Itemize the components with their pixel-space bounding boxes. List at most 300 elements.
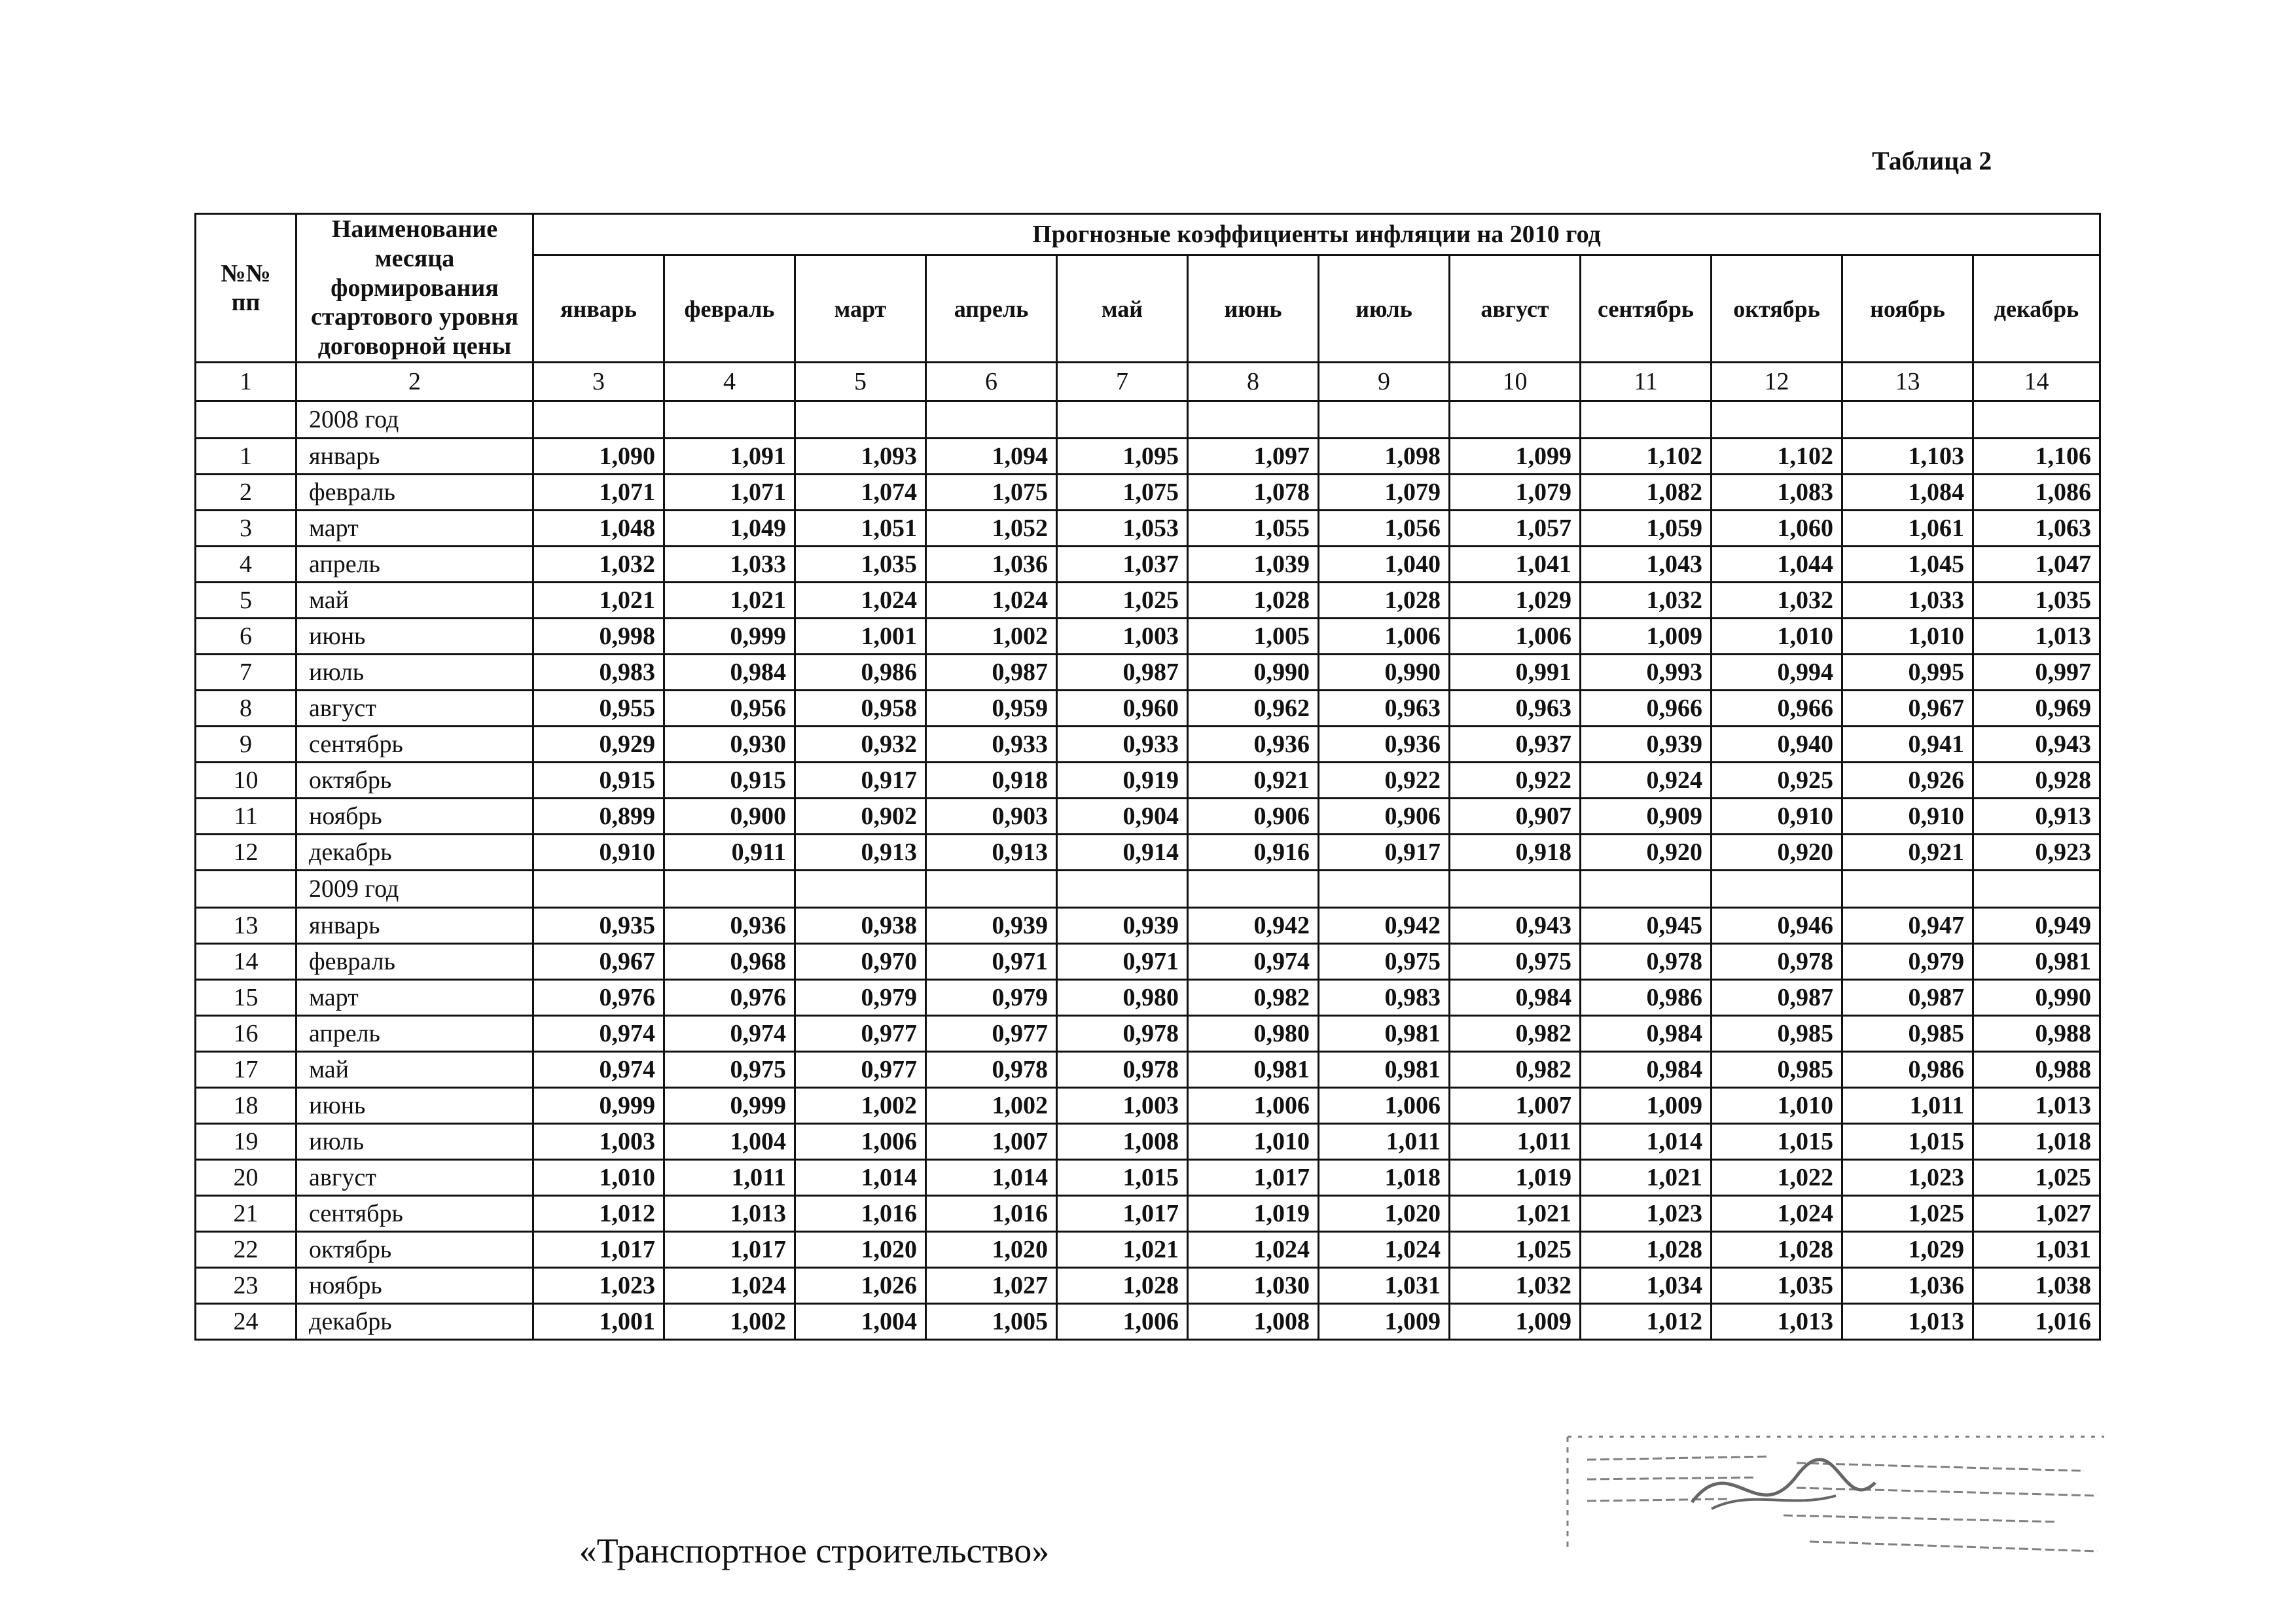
inflation-coefficients-table <box>194 213 2101 1341</box>
coefficient-cell: 1,017 <box>1188 1160 1319 1196</box>
coefficient-cell: 1,011 <box>1319 1124 1450 1160</box>
coefficient-cell: 1,028 <box>1712 1232 1842 1268</box>
month-header: январь <box>533 255 664 363</box>
coefficient-cell: 0,974 <box>533 1016 664 1052</box>
coefficient-cell: 1,006 <box>795 1124 926 1160</box>
coefficient-cell: 0,947 <box>1842 908 1973 944</box>
row-number: 20 <box>196 1160 296 1196</box>
coefficient-cell: 1,003 <box>1057 619 1188 655</box>
coefficient-cell: 0,984 <box>664 655 795 691</box>
coefficient-cell: 0,958 <box>795 691 926 727</box>
coefficient-cell: 1,024 <box>1319 1232 1450 1268</box>
month-header: декабрь <box>1973 255 2100 363</box>
coefficient-cell: 0,918 <box>1450 835 1581 871</box>
row-number: 5 <box>196 583 296 619</box>
coefficient-cell: 0,943 <box>1973 727 2100 763</box>
coefficient-cell: 0,977 <box>795 1052 926 1088</box>
row-month-name: май <box>296 583 533 619</box>
coefficient-cell: 1,093 <box>795 439 926 475</box>
coefficient-cell: 1,010 <box>1712 619 1842 655</box>
table-label: Таблица 2 <box>1872 146 1992 175</box>
coefficient-cell: 1,028 <box>1057 1268 1188 1304</box>
header-row-numbering <box>196 363 2100 401</box>
coefficient-cell: 1,006 <box>1319 1088 1450 1124</box>
coefficient-cell: 0,909 <box>1581 799 1712 835</box>
coefficient-cell: 1,094 <box>926 439 1057 475</box>
row-number: 6 <box>196 619 296 655</box>
coefficient-cell: 1,037 <box>1057 547 1188 583</box>
coefficient-cell: 1,024 <box>1712 1196 1842 1232</box>
coefficient-cell: 0,999 <box>664 619 795 655</box>
coefficient-cell: 0,928 <box>1973 763 2100 799</box>
coefficient-cell: 1,025 <box>1973 1160 2100 1196</box>
row-number: 8 <box>196 691 296 727</box>
section-empty-cell <box>1973 871 2100 908</box>
section-empty-cell <box>533 401 664 439</box>
table-row <box>196 1124 2100 1160</box>
row-number: 10 <box>196 763 296 799</box>
coefficient-cell: 1,025 <box>1842 1196 1973 1232</box>
coefficient-cell: 0,984 <box>1450 980 1581 1016</box>
table-row <box>196 583 2100 619</box>
coefficient-cell: 1,003 <box>1057 1088 1188 1124</box>
table-row <box>196 619 2100 655</box>
column-number-cell: 13 <box>1842 363 1973 401</box>
coefficient-cell: 0,913 <box>795 835 926 871</box>
column-number-cell: 1 <box>196 363 296 401</box>
coefficient-cell: 1,011 <box>1842 1088 1973 1124</box>
coefficient-cell: 0,907 <box>1450 799 1581 835</box>
coefficient-cell: 1,027 <box>926 1268 1057 1304</box>
coefficient-cell: 1,018 <box>1319 1160 1450 1196</box>
coefficient-cell: 0,978 <box>1712 944 1842 980</box>
coefficient-cell: 1,032 <box>1581 583 1712 619</box>
coefficient-cell: 1,028 <box>1188 583 1319 619</box>
coefficient-cell: 0,998 <box>533 619 664 655</box>
coefficient-cell: 1,013 <box>1712 1304 1842 1340</box>
month-header: март <box>795 255 926 363</box>
row-month-name: февраль <box>296 944 533 980</box>
column-number-cell: 12 <box>1712 363 1842 401</box>
section-empty-cell <box>926 401 1057 439</box>
coefficient-cell: 0,945 <box>1581 908 1712 944</box>
coefficient-cell: 1,086 <box>1973 475 2100 511</box>
coefficient-cell: 1,005 <box>1188 619 1319 655</box>
section-empty-cell <box>1973 401 2100 439</box>
row-month-name: апрель <box>296 1016 533 1052</box>
coefficient-cell: 0,977 <box>926 1016 1057 1052</box>
coefficient-cell: 0,903 <box>926 799 1057 835</box>
coefficient-cell: 1,049 <box>664 511 795 547</box>
coefficient-cell: 0,960 <box>1057 691 1188 727</box>
coefficient-cell: 0,910 <box>1842 799 1973 835</box>
coefficient-cell: 1,016 <box>795 1196 926 1232</box>
coefficient-cell: 0,979 <box>1842 944 1973 980</box>
coefficient-cell: 1,028 <box>1581 1232 1712 1268</box>
coefficient-cell: 0,990 <box>1973 980 2100 1016</box>
coefficient-cell: 0,939 <box>926 908 1057 944</box>
section-empty-cell <box>1712 401 1842 439</box>
column-number-cell: 5 <box>795 363 926 401</box>
coefficient-cell: 0,917 <box>795 763 926 799</box>
coefficient-cell: 1,002 <box>926 619 1057 655</box>
coefficient-cell: 1,001 <box>533 1304 664 1340</box>
coefficient-cell: 0,981 <box>1319 1016 1450 1052</box>
row-number: 7 <box>196 655 296 691</box>
coefficient-cell: 0,976 <box>533 980 664 1016</box>
coefficient-cell: 0,943 <box>1450 908 1581 944</box>
coefficient-cell: 0,983 <box>1319 980 1450 1016</box>
coefficient-cell: 0,926 <box>1842 763 1973 799</box>
footer-text: «Транспортное строительство» <box>579 1531 1050 1570</box>
coefficient-cell: 0,986 <box>1842 1052 1973 1088</box>
coefficient-cell: 0,922 <box>1450 763 1581 799</box>
coefficient-cell: 1,102 <box>1712 439 1842 475</box>
coefficient-cell: 0,940 <box>1712 727 1842 763</box>
coefficient-cell: 0,974 <box>664 1016 795 1052</box>
coefficient-cell: 0,959 <box>926 691 1057 727</box>
coefficient-cell: 0,915 <box>664 763 795 799</box>
row-month-name: апрель <box>296 547 533 583</box>
coefficient-cell: 1,043 <box>1581 547 1712 583</box>
coefficient-cell: 0,993 <box>1581 655 1712 691</box>
table-row <box>196 1196 2100 1232</box>
row-number: 14 <box>196 944 296 980</box>
coefficient-cell: 1,095 <box>1057 439 1188 475</box>
coefficient-cell: 0,955 <box>533 691 664 727</box>
coefficient-cell: 1,002 <box>795 1088 926 1124</box>
coefficient-cell: 1,020 <box>795 1232 926 1268</box>
coefficient-cell: 0,974 <box>1188 944 1319 980</box>
coefficient-cell: 1,028 <box>1319 583 1450 619</box>
coefficient-cell: 1,084 <box>1842 475 1973 511</box>
coefficient-cell: 0,978 <box>1057 1052 1188 1088</box>
coefficient-cell: 0,981 <box>1188 1052 1319 1088</box>
row-number: 15 <box>196 980 296 1016</box>
coefficient-cell: 0,941 <box>1842 727 1973 763</box>
coefficient-cell: 1,029 <box>1842 1232 1973 1268</box>
coefficient-cell: 1,013 <box>1973 1088 2100 1124</box>
coefficient-cell: 1,006 <box>1450 619 1581 655</box>
coefficient-cell: 0,967 <box>533 944 664 980</box>
coefficient-cell: 1,038 <box>1973 1268 2100 1304</box>
coefficient-cell: 0,939 <box>1057 908 1188 944</box>
table-row <box>196 944 2100 980</box>
coefficient-cell: 0,913 <box>1973 799 2100 835</box>
row-month-name: март <box>296 511 533 547</box>
coefficient-cell: 1,021 <box>1581 1160 1712 1196</box>
coefficient-cell: 1,025 <box>1057 583 1188 619</box>
coefficient-cell: 0,988 <box>1973 1052 2100 1088</box>
coefficient-cell: 1,014 <box>1581 1124 1712 1160</box>
coefficient-cell: 1,023 <box>1581 1196 1712 1232</box>
coefficient-cell: 1,045 <box>1842 547 1973 583</box>
section-empty-cell <box>1581 401 1712 439</box>
row-number: 13 <box>196 908 296 944</box>
coefficient-cell: 1,011 <box>1450 1124 1581 1160</box>
row-number: 4 <box>196 547 296 583</box>
coefficient-cell: 0,915 <box>533 763 664 799</box>
coefficient-cell: 1,033 <box>1842 583 1973 619</box>
section-empty-cell <box>1842 871 1973 908</box>
coefficient-cell: 0,976 <box>664 980 795 1016</box>
coefficient-cell: 1,044 <box>1712 547 1842 583</box>
table-row <box>196 1160 2100 1196</box>
column-number-cell: 4 <box>664 363 795 401</box>
table-row <box>196 835 2100 871</box>
header-row-group <box>196 214 2100 255</box>
column-number-cell: 6 <box>926 363 1057 401</box>
row-month-name: март <box>296 980 533 1016</box>
table-row <box>196 655 2100 691</box>
coefficient-cell: 1,017 <box>1057 1196 1188 1232</box>
table-body <box>196 401 2100 1340</box>
coefficient-cell: 0,987 <box>1842 980 1973 1016</box>
coefficient-cell: 1,001 <box>795 619 926 655</box>
row-number: 18 <box>196 1088 296 1124</box>
row-month-name: июль <box>296 1124 533 1160</box>
row-month-name: сентябрь <box>296 727 533 763</box>
coefficient-cell: 0,980 <box>1057 980 1188 1016</box>
coefficient-cell: 0,924 <box>1581 763 1712 799</box>
coefficient-cell: 0,975 <box>1319 944 1450 980</box>
coefficient-cell: 1,002 <box>664 1304 795 1340</box>
coefficient-cell: 0,980 <box>1188 1016 1319 1052</box>
coefficient-cell: 0,917 <box>1319 835 1450 871</box>
section-empty-cell <box>1581 871 1712 908</box>
column-number-cell: 11 <box>1581 363 1712 401</box>
coefficient-cell: 1,004 <box>795 1304 926 1340</box>
month-header: октябрь <box>1712 255 1842 363</box>
coefficient-cell: 0,906 <box>1188 799 1319 835</box>
row-month-name: декабрь <box>296 1304 533 1340</box>
coefficient-cell: 0,956 <box>664 691 795 727</box>
row-month-name: июнь <box>296 619 533 655</box>
row-number: 24 <box>196 1304 296 1340</box>
coefficient-cell: 0,913 <box>926 835 1057 871</box>
row-number: 1 <box>196 439 296 475</box>
coefficient-cell: 1,032 <box>1450 1268 1581 1304</box>
table-row <box>196 1232 2100 1268</box>
coefficient-cell: 0,987 <box>926 655 1057 691</box>
section-label: 2008 год <box>296 401 533 439</box>
coefficient-cell: 0,930 <box>664 727 795 763</box>
coefficient-cell: 1,063 <box>1973 511 2100 547</box>
coefficient-cell: 0,987 <box>1712 980 1842 1016</box>
coefficient-cell: 0,966 <box>1712 691 1842 727</box>
coefficient-cell: 0,962 <box>1188 691 1319 727</box>
table-row <box>196 511 2100 547</box>
coefficient-cell: 1,012 <box>533 1196 664 1232</box>
coefficient-cell: 0,974 <box>533 1052 664 1088</box>
coefficient-cell: 1,048 <box>533 511 664 547</box>
coefficient-cell: 1,003 <box>533 1124 664 1160</box>
coefficient-cell: 0,978 <box>1581 944 1712 980</box>
coefficient-cell: 1,017 <box>533 1232 664 1268</box>
coefficient-cell: 1,059 <box>1581 511 1712 547</box>
section-empty-cell <box>1842 401 1973 439</box>
coefficient-cell: 0,963 <box>1319 691 1450 727</box>
coefficient-cell: 1,056 <box>1319 511 1450 547</box>
coefficient-cell: 1,019 <box>1450 1160 1581 1196</box>
coefficient-cell: 1,013 <box>664 1196 795 1232</box>
coefficient-cell: 1,016 <box>926 1196 1057 1232</box>
section-row <box>196 401 2100 439</box>
column-number-cell: 3 <box>533 363 664 401</box>
column-number-cell: 7 <box>1057 363 1188 401</box>
coefficient-cell: 0,966 <box>1581 691 1712 727</box>
coefficient-cell: 1,031 <box>1319 1268 1450 1304</box>
coefficient-cell: 1,020 <box>926 1232 1057 1268</box>
table-row <box>196 1088 2100 1124</box>
coefficient-cell: 1,009 <box>1581 619 1712 655</box>
row-number: 22 <box>196 1232 296 1268</box>
section-empty-cell <box>926 871 1057 908</box>
section-empty-cell <box>1712 871 1842 908</box>
column-number-cell: 8 <box>1188 363 1319 401</box>
coefficient-cell: 0,981 <box>1973 944 2100 980</box>
table-row <box>196 691 2100 727</box>
coefficient-cell: 1,015 <box>1712 1124 1842 1160</box>
coefficient-cell: 1,009 <box>1581 1088 1712 1124</box>
month-header: июль <box>1319 255 1450 363</box>
coefficient-cell: 0,936 <box>1188 727 1319 763</box>
coefficient-cell: 1,021 <box>1450 1196 1581 1232</box>
coefficient-cell: 0,985 <box>1712 1052 1842 1088</box>
coefficient-cell: 0,970 <box>795 944 926 980</box>
row-number: 9 <box>196 727 296 763</box>
table-row <box>196 475 2100 511</box>
coefficient-cell: 1,024 <box>1188 1232 1319 1268</box>
section-empty-cell <box>1450 871 1581 908</box>
section-empty-cell <box>795 401 926 439</box>
coefficient-cell: 1,053 <box>1057 511 1188 547</box>
coefficient-cell: 0,936 <box>1319 727 1450 763</box>
row-month-name: январь <box>296 908 533 944</box>
table-row <box>196 1052 2100 1088</box>
coefficient-cell: 0,979 <box>795 980 926 1016</box>
coefficient-cell: 1,032 <box>1712 583 1842 619</box>
col-group-head: Прогнозные коэффициенты инфляции на 2010 год <box>533 214 2100 255</box>
coefficient-cell: 1,007 <box>926 1124 1057 1160</box>
coefficient-cell: 1,098 <box>1319 439 1450 475</box>
coefficient-cell: 1,017 <box>664 1232 795 1268</box>
coefficient-cell: 0,911 <box>664 835 795 871</box>
coefficient-cell: 0,942 <box>1188 908 1319 944</box>
coefficient-cell: 0,977 <box>795 1016 926 1052</box>
row-month-name: июнь <box>296 1088 533 1124</box>
coefficient-cell: 0,910 <box>1712 799 1842 835</box>
coefficient-cell: 1,004 <box>664 1124 795 1160</box>
coefficient-cell: 1,023 <box>1842 1160 1973 1196</box>
coefficient-cell: 0,899 <box>533 799 664 835</box>
row-month-name: октябрь <box>296 763 533 799</box>
section-empty-cell <box>1319 871 1450 908</box>
coefficient-cell: 1,021 <box>664 583 795 619</box>
coefficient-cell: 0,971 <box>926 944 1057 980</box>
coefficient-cell: 1,011 <box>664 1160 795 1196</box>
column-number-cell: 2 <box>296 363 533 401</box>
month-header: апрель <box>926 255 1057 363</box>
coefficient-cell: 0,994 <box>1712 655 1842 691</box>
table-row <box>196 1304 2100 1340</box>
coefficient-cell: 1,039 <box>1188 547 1319 583</box>
coefficient-cell: 1,047 <box>1973 547 2100 583</box>
coefficient-cell: 1,082 <box>1581 475 1712 511</box>
coefficient-cell: 0,990 <box>1188 655 1319 691</box>
col-head-month-name: Наименование месяца формирования стартового уровня договорной цены <box>296 214 533 363</box>
coefficient-cell: 1,078 <box>1188 475 1319 511</box>
month-header: февраль <box>664 255 795 363</box>
row-number: 2 <box>196 475 296 511</box>
table-row <box>196 763 2100 799</box>
section-empty-cell <box>664 401 795 439</box>
coefficient-cell: 1,034 <box>1581 1268 1712 1304</box>
coefficient-cell: 1,041 <box>1450 547 1581 583</box>
coefficient-cell: 0,991 <box>1450 655 1581 691</box>
coefficient-cell: 1,009 <box>1450 1304 1581 1340</box>
coefficient-cell: 1,079 <box>1319 475 1450 511</box>
coefficient-cell: 0,999 <box>664 1088 795 1124</box>
coefficient-cell: 0,936 <box>664 908 795 944</box>
coefficient-cell: 1,055 <box>1188 511 1319 547</box>
coefficient-cell: 1,031 <box>1973 1232 2100 1268</box>
coefficient-cell: 0,985 <box>1712 1016 1842 1052</box>
section-empty-cell <box>1057 871 1188 908</box>
coefficient-cell: 0,986 <box>795 655 926 691</box>
coefficient-cell: 1,106 <box>1973 439 2100 475</box>
coefficient-cell: 0,937 <box>1450 727 1581 763</box>
col-head-number: №№ пп <box>196 214 296 363</box>
coefficient-cell: 0,916 <box>1188 835 1319 871</box>
coefficient-cell: 0,933 <box>1057 727 1188 763</box>
month-header: ноябрь <box>1842 255 1973 363</box>
coefficient-cell: 0,971 <box>1057 944 1188 980</box>
coefficient-cell: 0,921 <box>1188 763 1319 799</box>
coefficient-cell: 1,102 <box>1581 439 1712 475</box>
section-label: 2009 год <box>296 871 533 908</box>
coefficient-cell: 0,981 <box>1319 1052 1450 1088</box>
coefficient-cell: 0,933 <box>926 727 1057 763</box>
section-number-cell <box>196 401 296 439</box>
coefficient-cell: 1,035 <box>795 547 926 583</box>
coefficient-cell: 1,009 <box>1319 1304 1450 1340</box>
coefficient-cell: 1,014 <box>926 1160 1057 1196</box>
coefficient-cell: 1,097 <box>1188 439 1319 475</box>
coefficient-cell: 1,006 <box>1319 619 1450 655</box>
table-row <box>196 439 2100 475</box>
coefficient-cell: 1,026 <box>795 1268 926 1304</box>
coefficient-cell: 1,024 <box>926 583 1057 619</box>
section-empty-cell <box>1188 871 1319 908</box>
coefficient-cell: 0,995 <box>1842 655 1973 691</box>
coefficient-cell: 1,010 <box>1712 1088 1842 1124</box>
row-month-name: октябрь <box>296 1232 533 1268</box>
coefficient-cell: 1,014 <box>795 1160 926 1196</box>
column-number-cell: 10 <box>1450 363 1581 401</box>
section-empty-cell <box>664 871 795 908</box>
coefficient-cell: 1,071 <box>664 475 795 511</box>
coefficient-cell: 1,060 <box>1712 511 1842 547</box>
coefficient-cell: 0,920 <box>1712 835 1842 871</box>
row-month-name: ноябрь <box>296 1268 533 1304</box>
coefficient-cell: 0,923 <box>1973 835 2100 871</box>
section-row <box>196 871 2100 908</box>
coefficient-cell: 0,982 <box>1188 980 1319 1016</box>
row-number: 17 <box>196 1052 296 1088</box>
section-empty-cell <box>1188 401 1319 439</box>
coefficient-cell: 0,942 <box>1319 908 1450 944</box>
